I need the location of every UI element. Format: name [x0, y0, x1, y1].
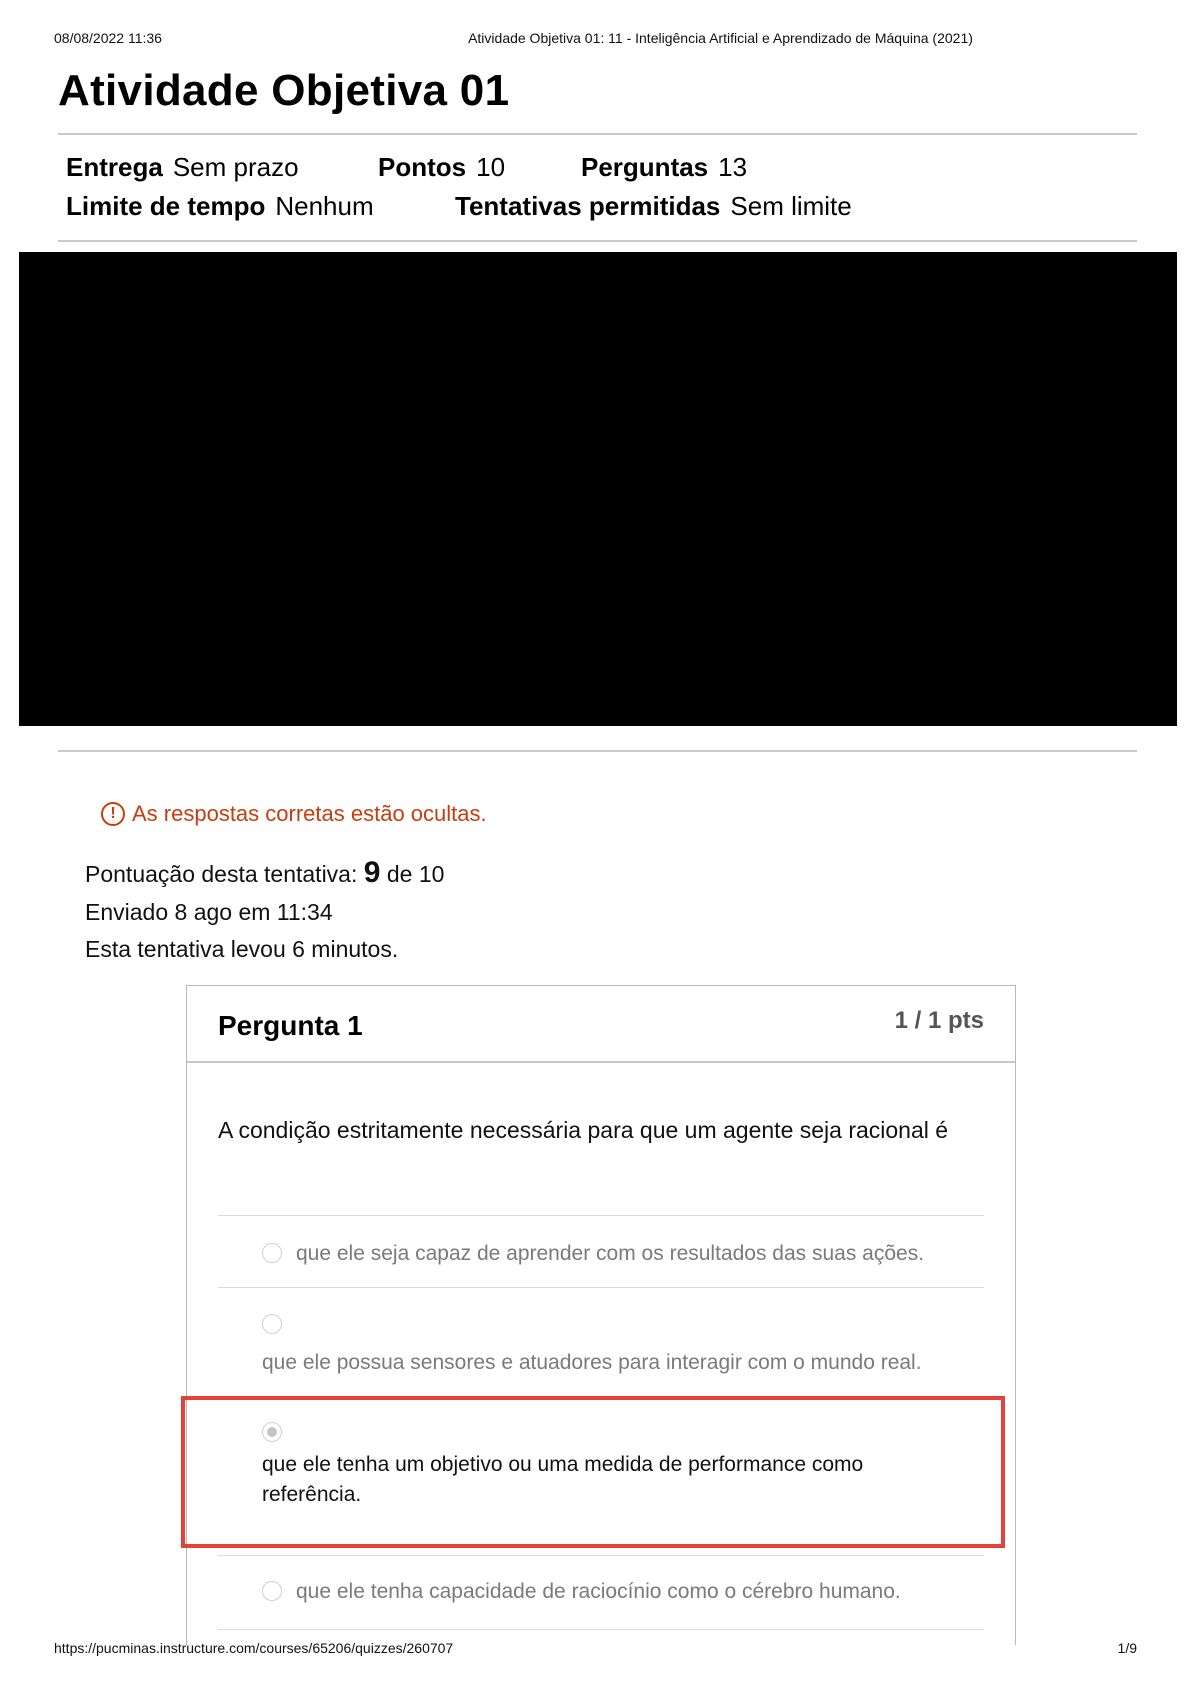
due-detail	[66, 152, 299, 183]
exclamation-circle-icon: !	[101, 802, 125, 826]
print-header	[54, 30, 1137, 50]
divider	[58, 240, 1137, 242]
time-limit-label: Limite de tempo	[66, 191, 266, 221]
questions-label: Perguntas	[581, 152, 709, 182]
score-total: de 10	[386, 861, 445, 887]
questions-detail	[581, 152, 747, 183]
due-value: Sem prazo	[172, 152, 299, 182]
answer-divider	[218, 1287, 984, 1288]
points-label: Pontos	[378, 152, 467, 182]
selected-answer-highlight	[181, 1396, 1005, 1548]
print-url: https://pucminas.instructure.com/courses/65206/quizzes/260707	[54, 1640, 454, 1656]
due-label: Entrega	[66, 152, 163, 182]
print-footer	[54, 1640, 1137, 1660]
time-limit-value: Nenhum	[275, 191, 374, 221]
divider	[58, 133, 1137, 135]
score-value: 9	[363, 856, 381, 889]
radio-button[interactable]	[262, 1314, 282, 1334]
question-header	[187, 986, 1015, 1063]
divider	[58, 750, 1137, 752]
attempts-label: Tentativas permitidas	[455, 191, 721, 221]
answer-text: que ele tenha um objetivo ou uma medida de performance como referência.	[262, 1453, 864, 1506]
questions-value: 13	[718, 152, 748, 182]
answer-divider	[218, 1555, 984, 1556]
redacted-region	[19, 252, 1177, 726]
submitted-info: Enviado 8 ago em 11:34	[85, 899, 333, 925]
score-label: Pontuação desta tentativa:	[85, 861, 358, 887]
radio-button[interactable]	[262, 1581, 282, 1601]
duration-info: Esta tentativa levou 6 minutos.	[85, 936, 399, 962]
print-datetime: 08/08/2022 11:36	[54, 30, 162, 46]
question-text: A condição estritamente necessária para que um agente seja racional é	[218, 1117, 949, 1143]
question-points: 1 / 1 pts	[894, 1007, 984, 1034]
answer-divider	[218, 1215, 984, 1216]
points-detail	[378, 152, 505, 183]
score-summary	[85, 856, 444, 890]
print-page-number: 1/9	[1117, 1640, 1137, 1656]
answer-text: que ele possua sensores e atuadores para interagir com o mundo real.	[262, 1351, 922, 1374]
page-title: Atividade Objetiva 01	[58, 66, 510, 115]
radio-button[interactable]	[262, 1243, 282, 1263]
attempts-value: Sem limite	[730, 191, 852, 221]
attempts-detail	[455, 191, 852, 222]
points-value: 10	[476, 152, 506, 182]
answer-text: que ele seja capaz de aprender com os resultados das suas ações.	[296, 1242, 925, 1265]
answer-divider	[218, 1629, 984, 1630]
notice-text: As respostas corretas estão ocultas.	[132, 801, 487, 826]
answers-hidden-notice	[101, 801, 487, 827]
answer-text: que ele tenha capacidade de raciocínio como o cérebro humano.	[296, 1580, 901, 1603]
print-page-title: Atividade Objetiva 01: 11 - Inteligência Artificial e Aprendizado de Máquina (2021)	[468, 30, 973, 46]
time-limit-detail	[66, 191, 374, 222]
question-title: Pergunta 1	[218, 1010, 363, 1041]
